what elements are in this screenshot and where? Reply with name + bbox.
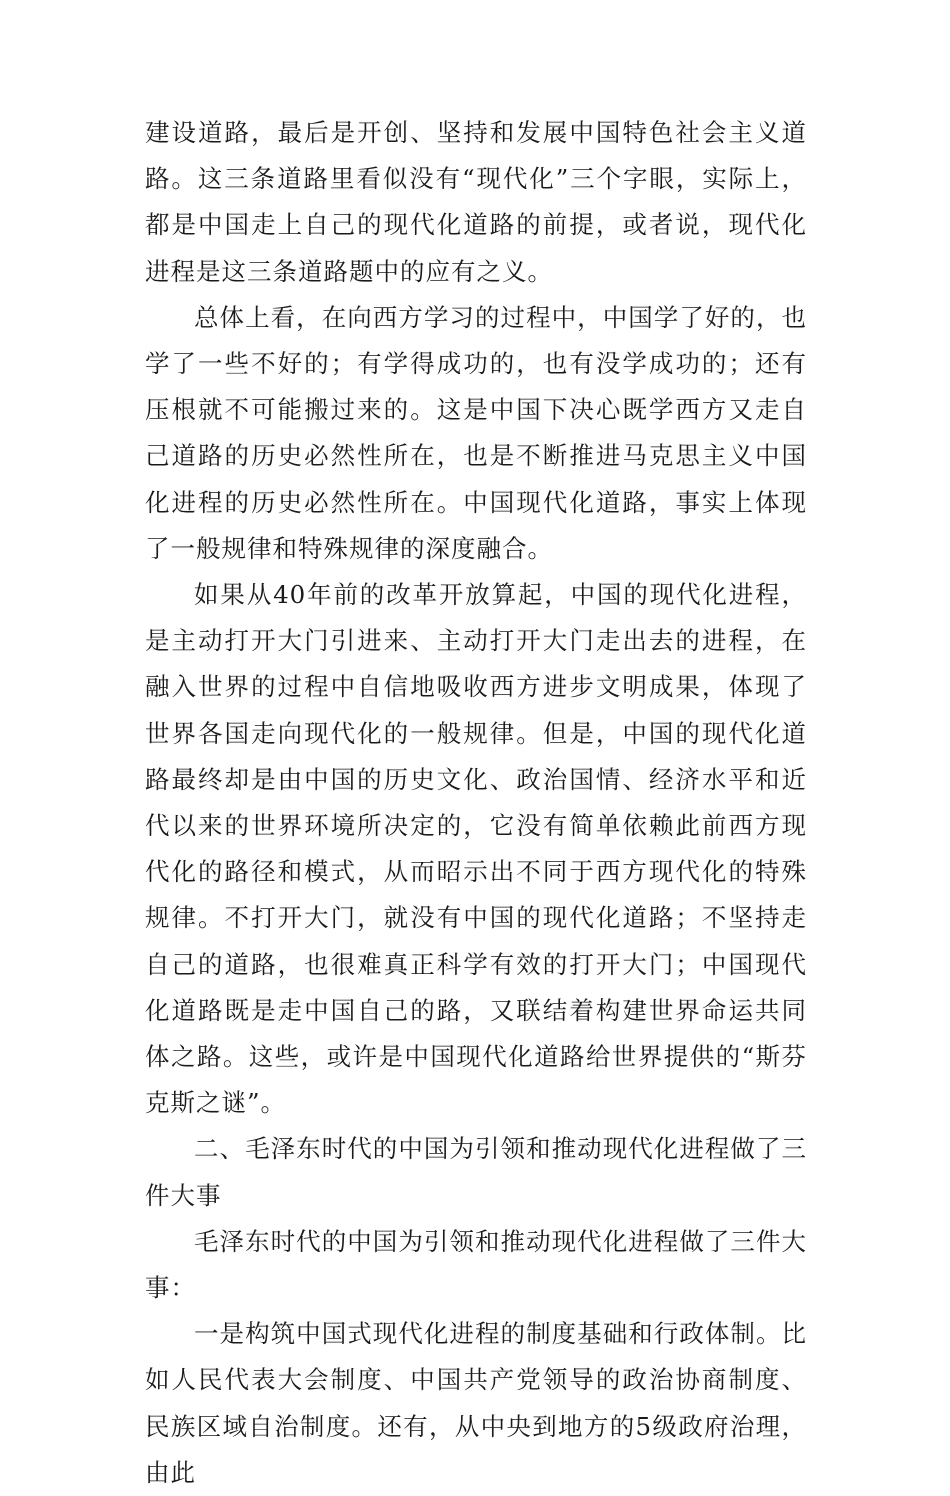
- paragraph-three-things: 毛泽东时代的中国为引领和推动现代化进程做了三件大事：: [145, 1226, 807, 1303]
- document-body: [145, 110, 807, 1496]
- paragraph-first-thing: 一是构筑中国式现代化进程的制度基础和行政体制。比如人民代表大会制度、中国共产党领导的政治协商制度、民族区域自治制度。还有，从中央到地方的5级政府治理，由此: [145, 1319, 807, 1487]
- paragraph-reform-opening: 如果从40年前的改革开放算起，中国的现代化进程，是主动打开大门引进来、主动打开大门走出去的进程，在融入世界的过程中自信地吸收西方进步文明成果，体现了世界各国走向现代化的一般规律。但是，中国的现代化道路最终却是由中国的历史文化、政治国情、经济水平和近代以来的世界环境所决定的，它没有简单依赖此前西方现代化的路径和模式，从而昭示出不同于西方现代化的特殊规律。不打开大门，就没有中国的现代化道路；不坚持走自己的道路，也很难真正科学有效的打开大门；中国现代化道路既是走中国自己的路，又联结着构建世界命运共同体之路。这些，或许是中国现代化道路给世界提供的“斯芬克斯之谜”。: [145, 580, 807, 1118]
- section-heading: 二、毛泽东时代的中国为引领和推动现代化进程做了三件大事: [145, 1134, 807, 1210]
- paragraph-summary: 总体上看，在向西方学习的过程中，中国学了好的，也学了一些不好的；有学得成功的，也有没学成功的；还有压根就不可能搬过来的。这是中国下决心既学西方又走自己道路的历史必然性所在，也是不断推进马克思主义中国化进程的历史必然性所在。中国现代化道路，事实上体现了一般规律和特殊规律的深度融合。: [145, 302, 807, 563]
- paragraph-continuation: 建设道路，最后是开创、坚持和发展中国特色社会主义道路。这三条道路里看似没有“现代化”三个字眼，实际上，都是中国走上自己的现代化道路的前提，或者说，现代化进程是这三条道路题中的应有之义。: [145, 118, 807, 286]
